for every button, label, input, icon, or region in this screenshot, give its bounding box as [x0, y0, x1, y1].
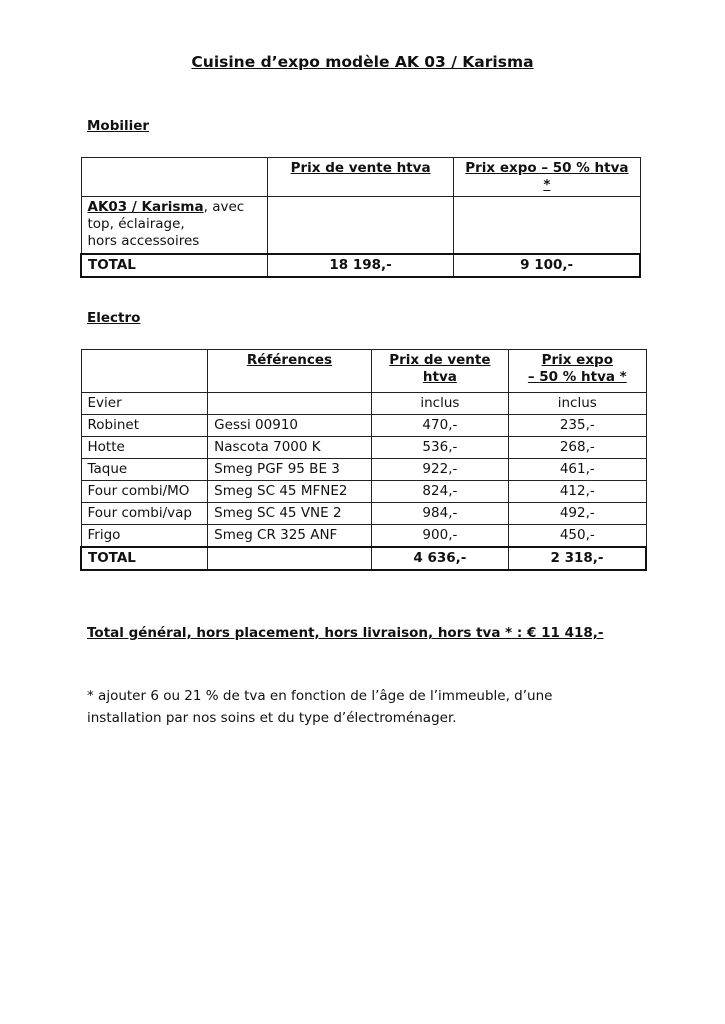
total-label: TOTAL — [81, 547, 208, 570]
table-row — [81, 393, 646, 415]
table-row — [81, 415, 646, 437]
row-price: 984,- — [371, 503, 508, 525]
table-row — [81, 503, 646, 525]
item-expo-cell — [454, 197, 640, 255]
header-prix-expo-line2: – 50 % htva * — [527, 369, 627, 385]
mobilier-table — [80, 157, 641, 278]
total-row — [81, 254, 640, 277]
header-prix-vente-line2: htva — [422, 369, 457, 385]
row-ref: Nascota 7000 K — [208, 437, 372, 459]
row-expo: 268,- — [509, 437, 646, 459]
row-expo: 235,- — [509, 415, 646, 437]
row-expo: inclus — [509, 393, 646, 415]
table-row — [81, 525, 646, 548]
table-row — [81, 437, 646, 459]
row-price: 824,- — [371, 481, 508, 503]
row-name: Hotte — [81, 437, 208, 459]
row-expo: 492,- — [509, 503, 646, 525]
item-name: AK03 / Karisma — [87, 199, 204, 215]
total-expo: 2 318,- — [509, 547, 646, 570]
header-references: Références — [208, 350, 372, 393]
table-row — [81, 197, 640, 255]
header-prix-vente: Prix de vente htva — [267, 158, 453, 197]
row-name: Four combi/MO — [81, 481, 208, 503]
total-general: Total général, hors placement, hors livraison, hors tva * : € 11 418,- — [87, 625, 604, 641]
section-title-mobilier: Mobilier — [87, 118, 150, 134]
page-title: Cuisine d’expo modèle AK 03 / Karisma — [191, 53, 534, 71]
footnote-line2: installation par nos soins et du type d’électroménager. — [87, 710, 457, 726]
header-empty — [81, 158, 267, 197]
row-ref: Smeg PGF 95 BE 3 — [208, 459, 372, 481]
table-header-row — [81, 350, 646, 393]
item-price-cell — [267, 197, 453, 255]
total-expo: 9 100,- — [454, 254, 640, 277]
total-price: 4 636,- — [371, 547, 508, 570]
row-expo: 412,- — [509, 481, 646, 503]
header-prix-expo — [509, 350, 646, 393]
footnote — [87, 685, 647, 729]
row-name: Evier — [81, 393, 208, 415]
header-prix-expo: Prix expo – 50 % htva * — [454, 158, 640, 197]
header-empty — [81, 350, 208, 393]
row-name: Robinet — [81, 415, 208, 437]
item-desc-line3: hors accessoires — [87, 233, 200, 249]
footnote-line1: * ajouter 6 ou 21 % de tva en fonction de l’âge de l’immeuble, d’une — [87, 688, 553, 704]
header-prix-vente-line1: Prix de vente — [389, 352, 491, 368]
table-row — [81, 481, 646, 503]
row-ref: Smeg CR 325 ANF — [208, 525, 372, 548]
row-name: Four combi/vap — [81, 503, 208, 525]
row-price: 536,- — [371, 437, 508, 459]
item-description — [81, 197, 267, 255]
header-prix-expo-line1: Prix expo — [541, 352, 613, 368]
electro-table — [80, 349, 647, 571]
row-ref: Gessi 00910 — [208, 415, 372, 437]
item-desc-line1: , avec — [203, 199, 245, 215]
row-ref — [208, 393, 372, 415]
row-price: inclus — [371, 393, 508, 415]
total-label: TOTAL — [81, 254, 267, 277]
header-prix-vente — [371, 350, 508, 393]
row-ref: Smeg SC 45 VNE 2 — [208, 503, 372, 525]
section-title-electro: Electro — [87, 310, 141, 326]
row-price: 470,- — [371, 415, 508, 437]
row-price: 900,- — [371, 525, 508, 548]
total-ref — [208, 547, 372, 570]
table-row — [81, 459, 646, 481]
row-name: Taque — [81, 459, 208, 481]
total-price: 18 198,- — [267, 254, 453, 277]
row-price: 922,- — [371, 459, 508, 481]
row-ref: Smeg SC 45 MFNE2 — [208, 481, 372, 503]
row-expo: 461,- — [509, 459, 646, 481]
row-name: Frigo — [81, 525, 208, 548]
row-expo: 450,- — [509, 525, 646, 548]
table-header-row — [81, 158, 640, 197]
total-row — [81, 547, 646, 570]
item-desc-line2: top, éclairage, — [87, 216, 185, 232]
